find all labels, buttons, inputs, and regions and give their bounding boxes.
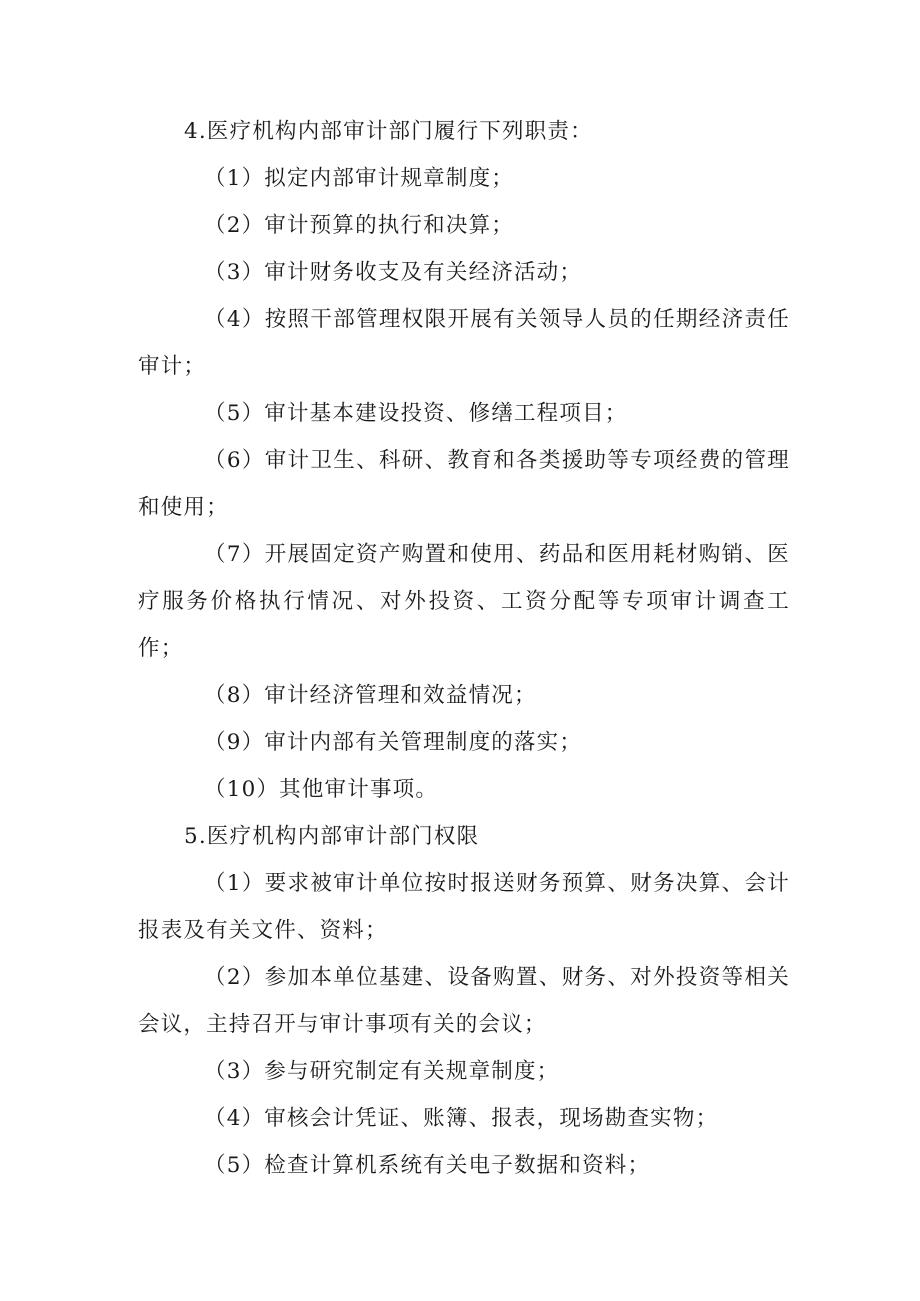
- section-4-item-4: （4）按照干部管理权限开展有关领导人员的任期经济责任审计；: [138, 307, 790, 379]
- section-5-item-5: （5）检查计算机系统有关电子数据和资料；: [204, 1153, 651, 1178]
- section-4-heading: 4.医疗机构内部审计部门履行下列职责：: [184, 119, 593, 144]
- section-5-item-3: （3）参与研究制定有关规章制度；: [204, 1059, 560, 1084]
- section-5-item-1: （1）要求被审计单位按时报送财务预算、财务决算、会计报表及有关文件、资料；: [138, 871, 790, 943]
- section-5-item-4: （4）审核会计凭证、账簿、报表，现场勘查实物；: [204, 1106, 719, 1131]
- section-4-item-1: （1）拟定内部审计规章制度；: [204, 166, 514, 191]
- section-5-heading: 5.医疗机构内部审计部门权限: [184, 824, 480, 849]
- section-5-item-2: （2）参加本单位基建、设备购置、财务、对外投资等相关会议，主持召开与审计事项有关的会议；: [138, 965, 790, 1037]
- section-4-item-6: （6）审计卫生、科研、教育和各类援助等专项经费的管理和使用；: [138, 448, 790, 520]
- section-4-item-8: （8）审计经济管理和效益情况；: [204, 683, 537, 708]
- document-body: [138, 108, 790, 1189]
- section-4-item-5: （5）审计基本建设投资、修缮工程项目；: [204, 401, 628, 426]
- section-4-item-10: （10）其他审计事项。: [204, 777, 439, 802]
- section-4-item-2: （2）审计预算的执行和决算；: [204, 213, 514, 238]
- section-4-item-7: （7）开展固定资产购置和使用、药品和医用耗材购销、医疗服务价格执行情况、对外投资、工资分配等专项审计调查工作；: [138, 542, 790, 661]
- section-4-item-9: （9）审计内部有关管理制度的落实；: [204, 730, 583, 755]
- section-4-item-3: （3）审计财务收支及有关经济活动；: [204, 260, 583, 285]
